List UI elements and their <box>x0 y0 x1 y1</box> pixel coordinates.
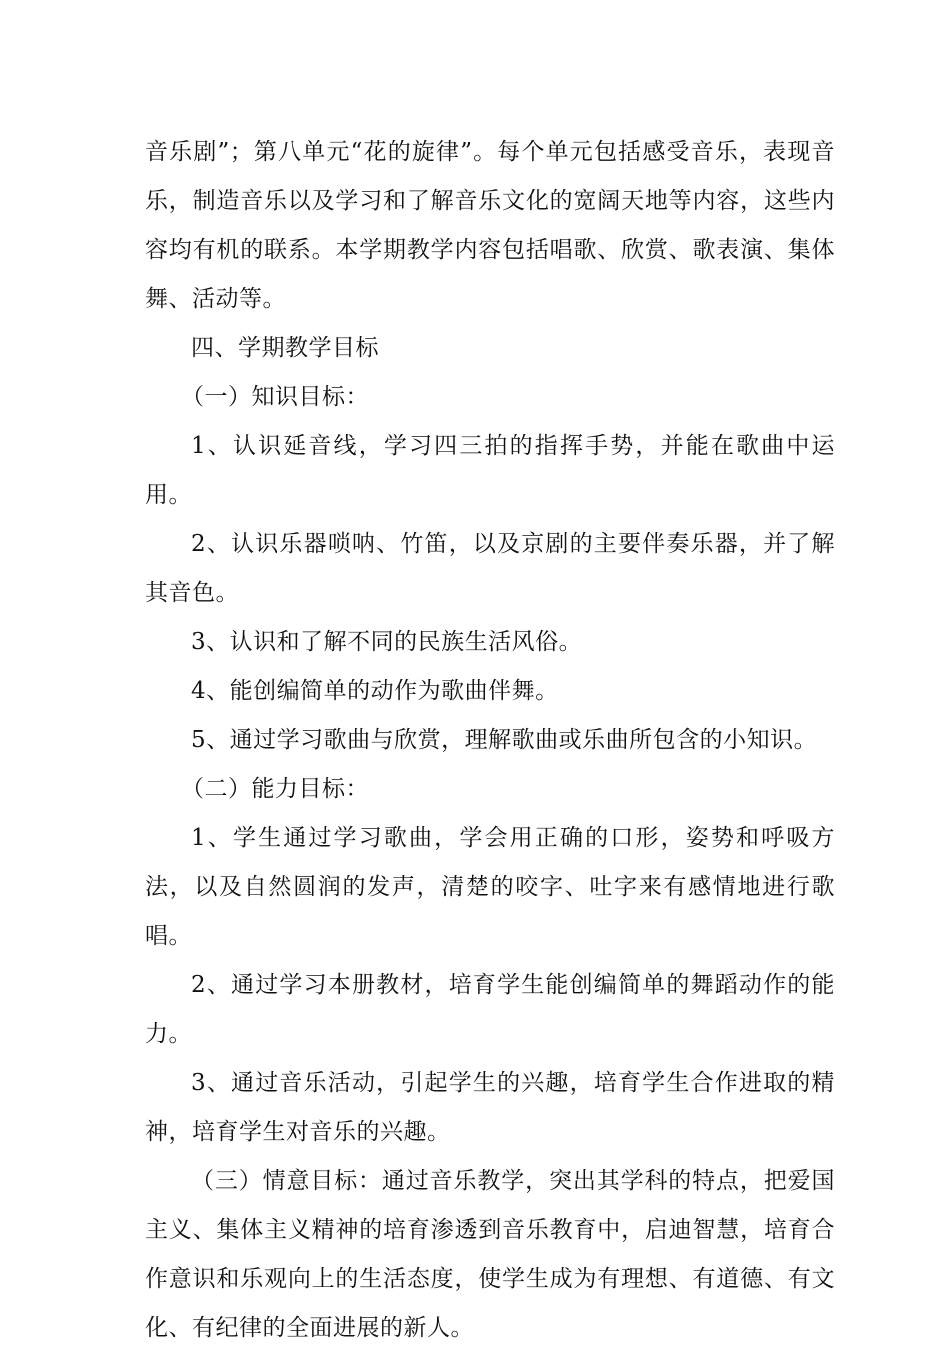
document-body <box>145 128 835 1353</box>
knowledge-item-2: 2、认识乐器唢呐、竹笛，以及京剧的主要伴奏乐器，并了解其音色。 <box>145 531 835 606</box>
subheading-knowledge: （一）知识目标： <box>181 384 369 410</box>
ability-item-1: 1、学生通过学习歌曲，学会用正确的口形，姿势和呼吸方法，以及自然圆润的发声，清楚的咬字、吐字来有感情地进行歌唱。 <box>145 825 835 949</box>
ability-item-2: 2、通过学习本册教材，培育学生能创编简单的舞蹈动作的能力。 <box>145 972 835 1047</box>
section-heading-goals: 四、学期教学目标 <box>191 335 379 361</box>
knowledge-item-3: 3、认识和了解不同的民族生活风俗。 <box>191 629 583 655</box>
paragraph-unit-intro: 音乐剧”；第八单元“花的旋律”。每个单元包括感受音乐，表现音乐，制造音乐以及学习和了解音乐文化的宽阔天地等内容，这些内容均有机的联系。本学期教学内容包括唱歌、欣赏、歌表演、集体舞、活动等。 <box>145 139 835 312</box>
paragraph-affective-goals: （三）情意目标：通过音乐教学，突出其学科的特点，把爱国主义、集体主义精神的培育渗透到音乐教育中，启迪智慧，培育合作意识和乐观向上的生活态度，使学生成为有理想、有道德、有文化、有纪律的全面进展的新人。 <box>145 1168 835 1341</box>
knowledge-item-5: 5、通过学习歌曲与欣赏，理解歌曲或乐曲所包含的小知识。 <box>191 727 818 753</box>
subheading-ability: （二）能力目标： <box>181 776 369 802</box>
knowledge-item-4: 4、能创编简单的动作为歌曲伴舞。 <box>191 678 559 704</box>
ability-item-3: 3、通过音乐活动，引起学生的兴趣，培育学生合作进取的精神，培育学生对音乐的兴趣。 <box>145 1070 835 1145</box>
knowledge-item-1: 1、认识延音线，学习四三拍的指挥手势，并能在歌曲中运用。 <box>145 433 835 508</box>
